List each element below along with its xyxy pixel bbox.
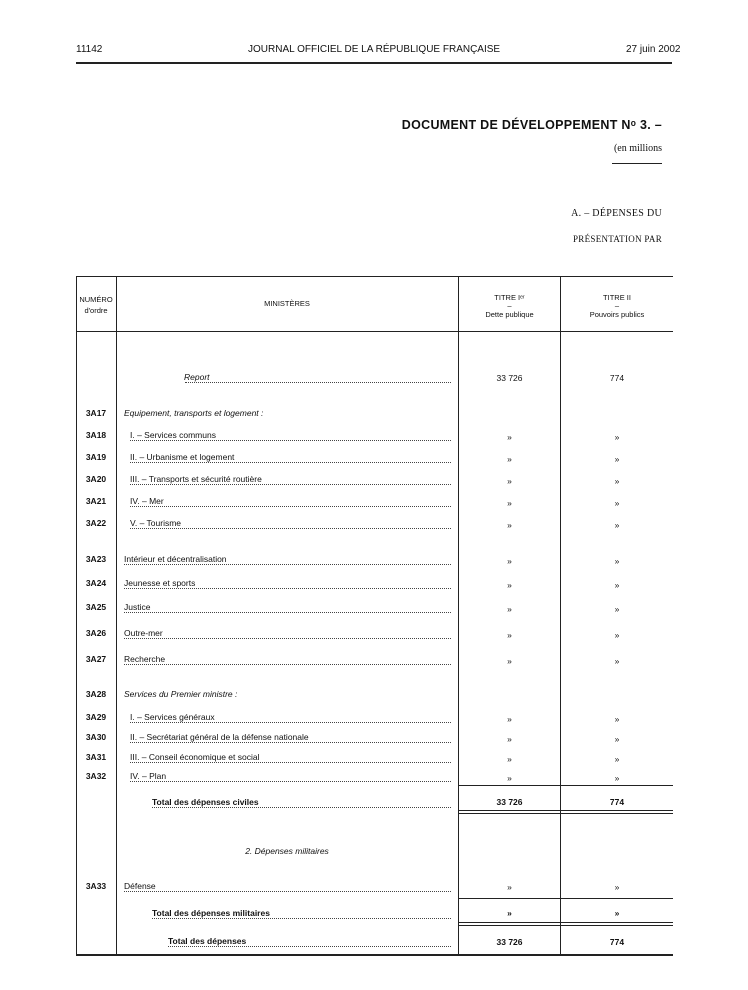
row-titre2-value: »	[614, 773, 620, 783]
row-titre2-value: »	[614, 432, 620, 442]
row-titre2-value: »	[614, 476, 620, 486]
row-label-text: I. – Services généraux	[130, 712, 215, 722]
table-header-border	[76, 331, 673, 332]
total-militaires-titre1: »	[507, 908, 512, 918]
header-titre1-desc: Dette publique	[485, 310, 534, 319]
row-code: 3A26	[85, 628, 107, 638]
row-titre1-value: »	[507, 520, 512, 530]
row-code: 3A25	[85, 602, 107, 612]
row-titre2-value: »	[614, 520, 620, 530]
row-label-text: Outre-mer	[124, 628, 163, 638]
mil-rule-top	[458, 898, 673, 899]
total-label: Total des dépenses	[168, 936, 247, 946]
row-titre1-value: »	[507, 734, 512, 744]
header-titre1	[459, 292, 560, 320]
row-label-text: III. – Transports et sécurité routière	[130, 474, 262, 484]
row-titre1-value: »	[507, 476, 512, 486]
header-numero-line2: d'ordre	[84, 306, 108, 315]
row-code: 3A28	[85, 689, 107, 699]
row-label	[130, 473, 263, 485]
header-titre2	[561, 292, 673, 320]
presentation-heading: PRÉSENTATION PAR	[572, 234, 662, 244]
row-code: 3A27	[85, 654, 107, 664]
row-titre2-value: »	[614, 498, 620, 508]
page-date: 27 juin 2002	[626, 44, 681, 55]
row-label-text: I. – Services communs	[130, 430, 216, 440]
row-leader	[130, 506, 451, 507]
row-label	[130, 751, 260, 763]
defense-titre1: »	[507, 882, 512, 892]
row-label-text: Services du Premier ministre :	[124, 689, 238, 699]
row-label	[124, 553, 228, 565]
header-titre2-name: TITRE II	[603, 293, 631, 302]
row-code: 3A17	[85, 408, 107, 418]
header-numero	[76, 294, 116, 316]
row-label	[130, 451, 235, 463]
journal-title: JOURNAL OFFICIEL DE LA RÉPUBLIQUE FRANÇAISE	[248, 44, 501, 55]
header-titre2-dash: –	[614, 301, 620, 310]
row-label-text: III. – Conseil économique et social	[130, 752, 260, 762]
table-left-border	[76, 276, 77, 955]
total-civiles-titre1: 33 726	[496, 797, 523, 807]
row-label-text: Recherche	[124, 654, 166, 664]
row-titre2-value: »	[614, 714, 620, 724]
row-label	[124, 601, 151, 613]
row-label-text: IV. – Mer	[130, 496, 164, 506]
row-titre1-value: »	[507, 432, 512, 442]
row-label	[130, 495, 165, 507]
row-code: 3A23	[85, 554, 107, 564]
row-code: 3A22	[85, 518, 107, 528]
row-titre1-value: »	[507, 754, 512, 764]
row-titre1-value: »	[507, 656, 512, 666]
row-code: 3A32	[85, 771, 107, 781]
table-bottom-border	[76, 954, 673, 956]
row-label	[130, 770, 167, 782]
unit-underline	[612, 163, 662, 164]
total-civiles-titre2: 774	[609, 797, 625, 807]
row-label-text: IV. – Plan	[130, 771, 167, 781]
row-code: 3A19	[85, 452, 107, 462]
row-titre2-value: »	[614, 630, 620, 640]
defense-label: Défense	[124, 881, 156, 891]
total-titre1: 33 726	[496, 937, 523, 947]
subtotal-rule-2	[458, 813, 673, 814]
header-titre1-name: TITRE Iᵉʳ	[494, 293, 525, 302]
row-label-text: II. – Urbanisme et logement	[130, 452, 235, 462]
section-heading: A. – DÉPENSES DU	[571, 208, 662, 219]
row-code: 3A24	[85, 578, 107, 588]
total-militaires-titre2: »	[614, 908, 620, 918]
row-label	[124, 577, 196, 589]
row-titre1-value: »	[507, 604, 512, 614]
row-label	[124, 653, 166, 665]
page-number: 11142	[76, 44, 103, 55]
row-titre1-value: »	[507, 773, 512, 783]
row-code: 3A18	[85, 430, 107, 440]
row-titre1-value: »	[507, 556, 512, 566]
document-title: DOCUMENT DE DÉVELOPPEMENT Nᵒ 3. –	[401, 118, 662, 132]
total-militaires-label: Total des dépenses militaires	[152, 908, 270, 918]
subtotal-rule-top	[458, 785, 673, 786]
row-label	[124, 627, 164, 639]
row-code: 3A29	[85, 712, 107, 722]
subtotal-rule-1	[458, 810, 673, 811]
row-label-text: II. – Secrétariat général de la défense nationale	[130, 732, 309, 742]
row-titre2-value: »	[614, 656, 620, 666]
row-code: 3A31	[85, 752, 107, 762]
header-titre1-dash: –	[507, 301, 512, 310]
row-code: 3A30	[85, 732, 107, 742]
row-label	[130, 711, 216, 723]
row-label-text: Justice	[124, 602, 151, 612]
row-titre2-value: »	[614, 604, 620, 614]
report-label: Report	[184, 372, 210, 382]
row-label	[130, 429, 217, 441]
row-titre2-value: »	[614, 754, 620, 764]
unit-note: (en millions	[613, 143, 662, 154]
row-titre2-value: »	[614, 734, 620, 744]
row-leader	[124, 612, 451, 613]
total-titre2: 774	[609, 937, 625, 947]
row-titre1-value: »	[507, 580, 512, 590]
defense-titre2: »	[614, 882, 620, 892]
row-titre1-value: »	[507, 630, 512, 640]
row-titre2-value: »	[614, 454, 620, 464]
table-top-border	[76, 276, 673, 277]
row-titre2-value: »	[614, 556, 620, 566]
row-titre1-value: »	[507, 454, 512, 464]
row-label-text: Jeunesse et sports	[124, 578, 196, 588]
row-label-text: V. – Tourisme	[130, 518, 182, 528]
mil-rule-1	[458, 922, 673, 923]
report-titre2: 774	[609, 373, 625, 383]
mil-rule-2	[458, 925, 673, 926]
row-code: 3A21	[85, 496, 107, 506]
row-titre2-value: »	[614, 580, 620, 590]
row-label-text: Intérieur et décentralisation	[124, 554, 227, 564]
defense-leader	[124, 891, 451, 892]
total-civiles-label: Total des dépenses civiles	[152, 797, 259, 807]
report-titre1: 33 726	[496, 373, 523, 383]
row-label	[130, 731, 310, 743]
row-leader	[124, 664, 451, 665]
row-leader	[124, 638, 451, 639]
row-label	[124, 407, 264, 419]
militaires-heading: 2. Dépenses militaires	[245, 846, 329, 856]
header-ministeres: MINISTÈRES	[264, 299, 310, 308]
report-leader	[185, 382, 451, 383]
header-numero-line1: NUMÉRO	[79, 295, 113, 304]
row-code: 3A20	[85, 474, 107, 484]
header-rule	[76, 62, 672, 64]
defense-code: 3A33	[85, 881, 107, 891]
row-leader	[130, 781, 451, 782]
row-label	[124, 688, 238, 700]
row-label-text: Equipement, transports et logement :	[124, 408, 264, 418]
row-titre1-value: »	[507, 714, 512, 724]
header-titre2-desc: Pouvoirs publics	[589, 310, 645, 319]
row-titre1-value: »	[507, 498, 512, 508]
row-label	[130, 517, 182, 529]
